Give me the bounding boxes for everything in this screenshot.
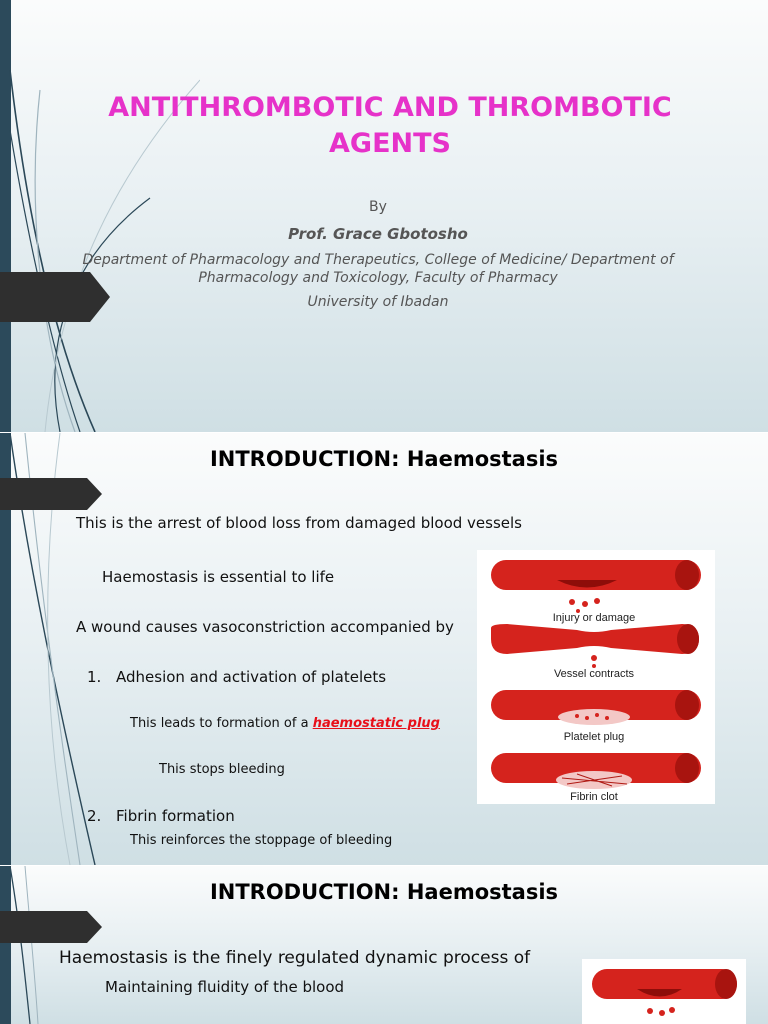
by-label: By [369, 199, 387, 215]
figure-caption: Fibrin clot [570, 791, 618, 803]
decorative-curves [0, 0, 200, 432]
highlight-term: haemostatic plug [312, 716, 440, 731]
haemostasis-figure [477, 550, 715, 804]
introduction-slide-continued [0, 866, 768, 1024]
sub-bullet-prefix: This leads to formation of a [130, 716, 313, 731]
vessel-injury-image [582, 959, 746, 1024]
fibrin-clot-image [491, 753, 701, 789]
bullet-text: This is the arrest of blood loss from damaged blood vessels [76, 514, 522, 532]
platelet-plug-image [491, 690, 701, 725]
bullet-text: Maintaining fluidity of the blood [105, 978, 345, 996]
slide-title: INTRODUCTION: Haemostasis [209, 447, 559, 471]
slide-title: INTRODUCTION: Haemostasis [209, 880, 559, 904]
sub-bullet-text: This stops bleeding [159, 762, 285, 777]
list-item-text: Fibrin formation [116, 807, 235, 825]
sub-bullet-text: This reinforces the stoppage of bleeding [130, 833, 393, 848]
list-item-text: Adhesion and activation of platelets [116, 668, 387, 686]
figure-caption: Platelet plug [563, 731, 625, 743]
bullet-text: Haemostasis is essential to life [102, 568, 335, 586]
introduction-slide [0, 433, 768, 865]
bullet-text: A wound causes vasoconstriction accompanied by [76, 618, 454, 636]
list-number: 2. [87, 807, 102, 825]
vessel-injury-image [491, 560, 701, 613]
figure-caption: Vessel contracts [553, 668, 635, 680]
decorative-tab-arrow [0, 911, 102, 943]
university-text: University of Ibadan [307, 294, 449, 310]
figure-caption: Injury or damage [552, 612, 636, 624]
vessel-contract-image [491, 624, 699, 668]
paragraph-text: Haemostasis is the finely regulated dynamic process of [59, 948, 531, 968]
author-name: Prof. Grace Gbotosho [288, 225, 468, 243]
presentation-title: ANTITHROMBOTIC AND THROMBOTIC AGENTS [108, 92, 672, 159]
sub-bullet-text [130, 716, 440, 731]
title-slide [0, 0, 768, 432]
decorative-tab-arrow [0, 478, 102, 510]
list-number: 1. [87, 668, 102, 686]
department-text: Department of Pharmacology and Therapeutics, College of Medicine/ Department of Pharmacology and Toxicology, Faculty of Pharmacy [82, 252, 674, 286]
